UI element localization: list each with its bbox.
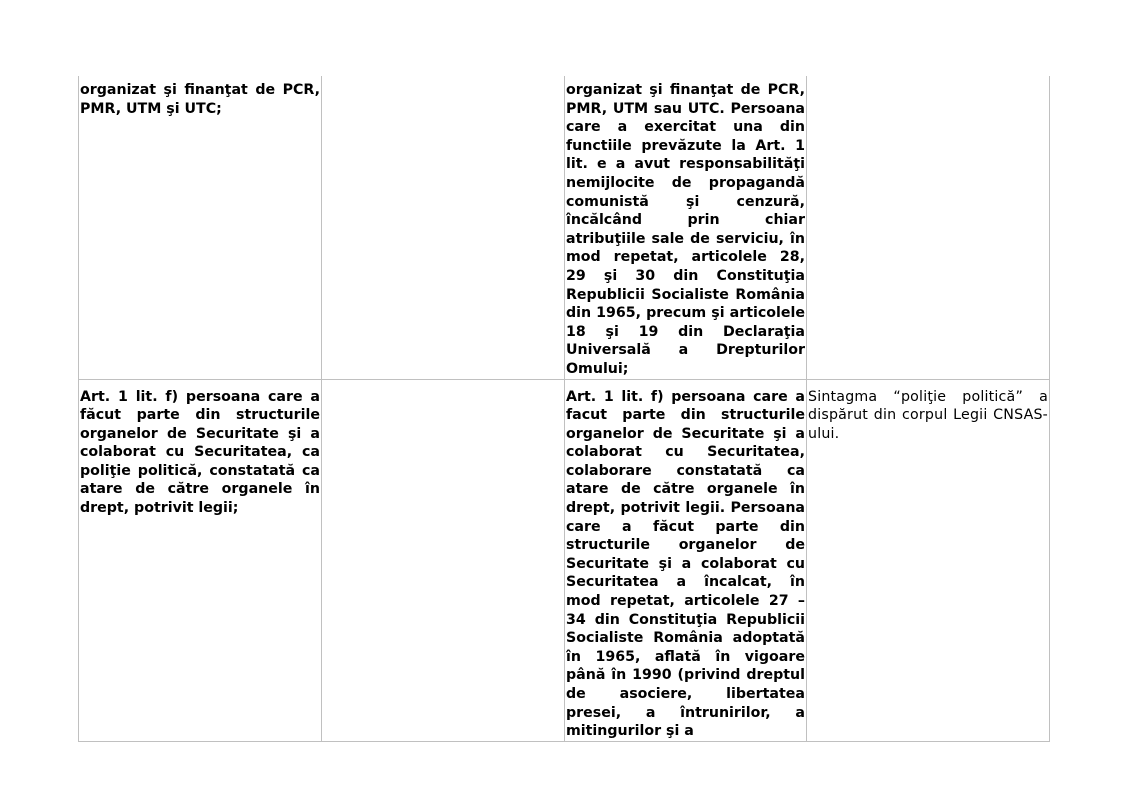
table-row <box>79 76 1050 379</box>
table-cell <box>322 76 565 379</box>
table-cell: Sintagma “poliţie politică” a dispărut din corpul Legii CNSAS-ului. <box>807 379 1050 741</box>
table-cell <box>807 76 1050 379</box>
table-row <box>79 379 1050 741</box>
comparison-table <box>78 76 1050 742</box>
table-cell: organizat şi finanţat de PCR, PMR, UTM sau UTC. Persoana care a exercitat una din functiile prevăzute la Art. 1 lit. e a avut responsabilităţi nemijlocite de propagandă comunistă şi cenzură, încălcând prin chiar atribuţiile sale de serviciu, în mod repetat, articolele 28, 29 şi 30 din Constituţia Republicii Socialiste România din 1965, precum şi articolele 18 şi 19 din Declaraţia Universală a Drepturilor Omului; <box>565 76 807 379</box>
table-cell: Art. 1 lit. f) persoana care a făcut parte din structurile organelor de Securitate şi a colaborat cu Securitatea, ca poliţie politică, constatată ca atare de către organele în drept, potrivit legii; <box>79 379 322 741</box>
table-cell <box>322 379 565 741</box>
table-cell: organizat şi finanţat de PCR, PMR, UTM şi UTC; <box>79 76 322 379</box>
table-cell: Art. 1 lit. f) persoana care a facut parte din structurile organelor de Securitate şi a colaborat cu Securitatea, colaborare constatată ca atare de către organele în drept, potrivit legii. Persoana care a făcut parte din structurile organelor de Securitate şi a colaborat cu Securitatea a încalcat, în mod repetat, articolele 27 – 34 din Constituţia Republicii Socialiste România adoptată în 1965, aflată în vigoare până în 1990 (privind dreptul de asociere, libertatea presei, a întrunirilor, a mitingurilor şi a <box>565 379 807 741</box>
